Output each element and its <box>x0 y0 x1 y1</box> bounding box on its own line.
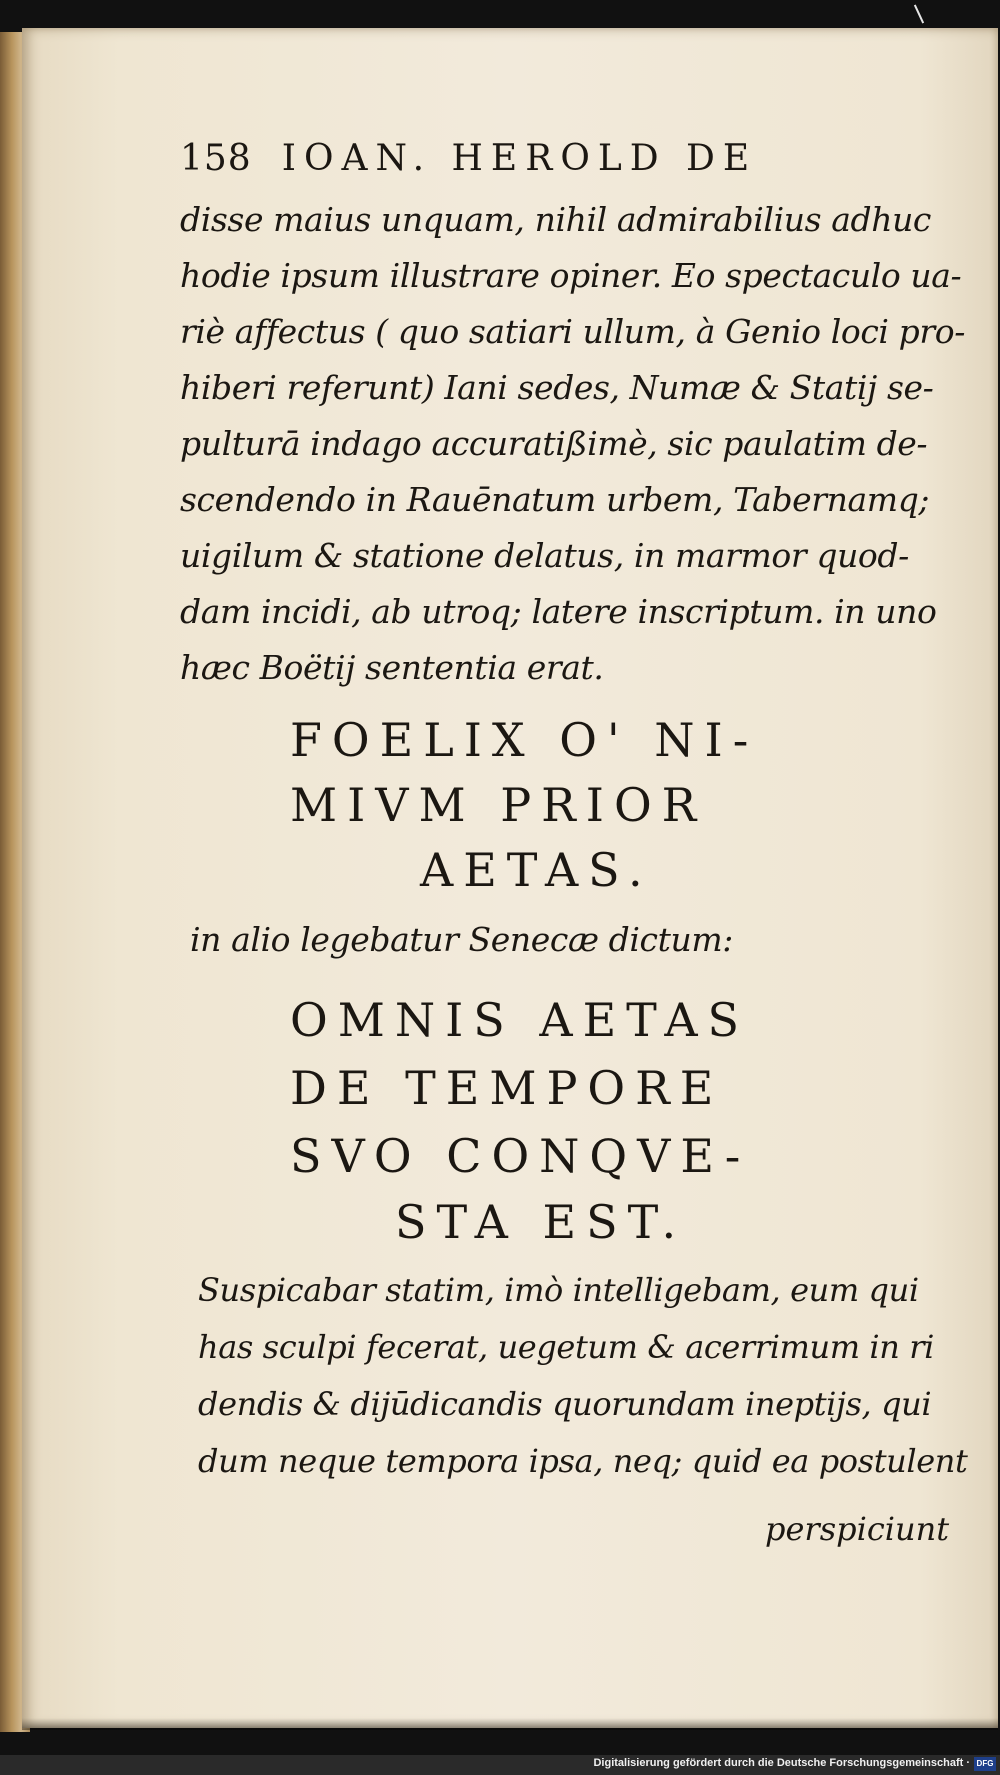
text-line: hiberi referunt) Iani sedes, Numæ & Statij se- <box>180 368 934 407</box>
text-line: Suspicabar statim, imò intelligebam, eum qui <box>198 1271 919 1309</box>
paragraph-1 <box>180 192 965 696</box>
inscription-line: OMNIS AETAS <box>290 993 750 1047</box>
text-line: scendendo in Rauēnatum urbem, Tabernamq; <box>180 480 930 519</box>
inscription-line: AETAS. <box>420 843 653 897</box>
digitization-credit: Digitalisierung gefördert durch die Deutsche Forschungsgemeinschaft · <box>593 1757 970 1769</box>
corner-mark <box>914 5 924 24</box>
page-bottom-shadow <box>22 1718 998 1730</box>
inscription-line: FOELIX O' NI- <box>290 713 759 767</box>
inscription-line: STA EST. <box>395 1195 687 1249</box>
page-number: 158 <box>180 138 252 179</box>
inscription-line: SVO CONQVE- <box>290 1129 751 1183</box>
text-line: uigilum & statione delatus, in marmor quod- <box>180 536 909 575</box>
text-line: hodie ipsum illustrare opiner. Eo spectaculo ua- <box>180 256 962 295</box>
text-line: dendis & dijūdicandis quorundam ineptijs, qui <box>198 1385 932 1423</box>
paragraph-2 <box>198 1262 968 1490</box>
text-line: hæc Boëtij sententia erat. <box>180 648 604 687</box>
inscription-line: MIVM PRIOR <box>290 778 707 832</box>
text-line: disse maius unquam, nihil admirabilius adhuc <box>180 200 932 239</box>
text-line: pulturā indago accuratißimè, sic paulatim de- <box>180 424 928 463</box>
text-line: has sculpi fecerat, uegetum & acerrimum in ri <box>198 1328 934 1366</box>
catchword: perspiciunt <box>765 1510 950 1548</box>
text-line: riè affectus ( quo satiari ullum, à Genio loci pro- <box>180 312 965 351</box>
page-header <box>180 138 860 188</box>
inscription-line: DE TEMPORE <box>290 1061 724 1115</box>
intro-seneca: in alio legebatur Senecæ dictum: <box>190 920 733 959</box>
text-line: dam incidi, ab utroq; latere inscriptum. in uno <box>180 592 937 631</box>
running-head: IOAN. HEROLD DE <box>281 138 758 179</box>
text-line: dum neque tempora ipsa, neq; quid ea postulent <box>198 1442 968 1480</box>
dfg-logo-icon: DFG <box>974 1757 996 1771</box>
